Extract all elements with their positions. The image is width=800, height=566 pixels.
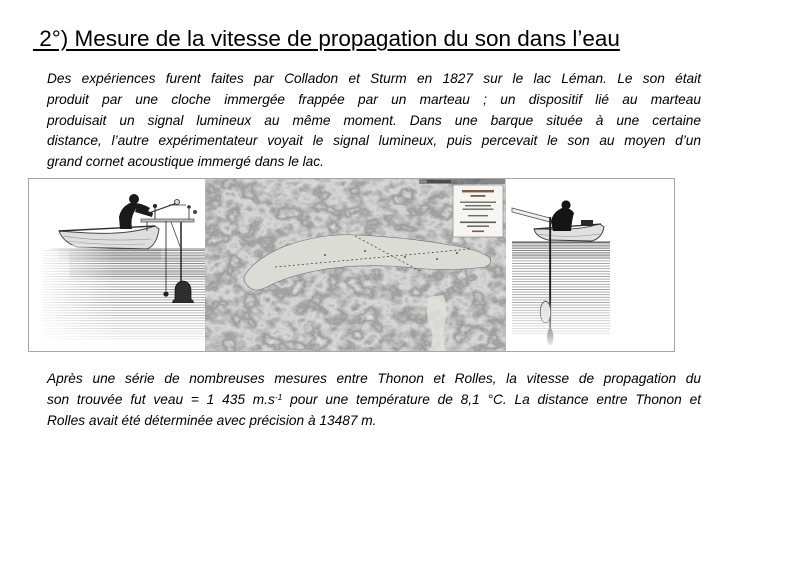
paragraph-line: produit par une cloche immergée frappée par un marteau ; un dispositif lié au marteau (47, 91, 701, 107)
engraving-listening-boat (506, 179, 674, 351)
paragraph-line (47, 390, 701, 411)
exponent-minus-one: -1 (274, 391, 283, 402)
results-paragraph (47, 369, 701, 431)
paragraph-line: distance, l’autre expérimentateur voyait le signal lumineux, puis percevait le son au moyen d’un (47, 133, 701, 149)
temperature-distance-text: pour une température de 8,1 °C. La distance entre Thonon et (282, 391, 701, 407)
paragraph-line: Après une série de nombreuses mesures entre Thonon et Rolles, la vitesse de propagation du (47, 371, 701, 386)
figure-colladon-experiment (28, 178, 675, 352)
engraving-bell-boat (29, 179, 205, 351)
speed-value-text: son trouvée fut veau = 1 435 m.s (47, 391, 275, 407)
paragraph-line: produisait un signal lumineux au même moment. Dans une barque située à une certaine (47, 112, 701, 128)
page-title: 2°) Mesure de la vitesse de propagation du son dans l’eau (33, 26, 620, 51)
paragraph-line: Des expériences furent faites par Colladon et Sturm en 1827 sur le lac Léman. Le son était (47, 71, 701, 86)
intro-paragraph (47, 69, 701, 173)
map-title-cartouche (453, 185, 503, 237)
map-lac-leman (205, 179, 506, 351)
paragraph-line: Rolles avait été déterminée avec précision à 13487 m. (47, 412, 377, 428)
stern-gear (581, 220, 593, 226)
paragraph-line: grand cornet acoustique immergé dans le lac. (47, 154, 324, 170)
